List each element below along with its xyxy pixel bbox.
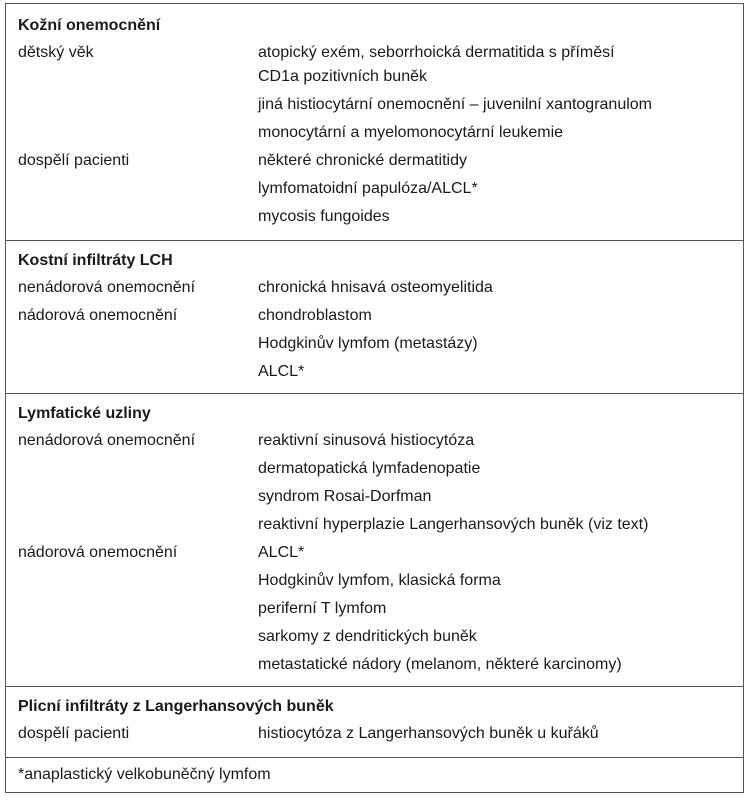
row-item: reaktivní hyperplazie Langerhansových buněk (viz text) — [258, 516, 649, 533]
row-item: jiná histiocytární onemocnění – juvenilní xantogranulom — [258, 96, 653, 113]
section-heading-lung: Plicní infiltráty z Langerhansových buněk — [18, 698, 334, 715]
table-row — [6, 360, 743, 384]
row-category: nádorová onemocnění — [18, 544, 178, 561]
row-item: dermatopatická lymfadenopatie — [258, 460, 481, 477]
table-row — [6, 65, 743, 89]
row-item: chronická hnisavá osteomyelitida — [258, 279, 493, 296]
section-divider — [6, 393, 743, 394]
row-item: metastatické nádory (melanom, některé karcinomy) — [258, 656, 622, 673]
table-footnote: *anaplastický velkobuněčný lymfom — [18, 766, 271, 783]
table-row — [6, 149, 743, 173]
row-category: dětský věk — [18, 44, 94, 61]
row-item: některé chronické dermatitidy — [258, 152, 467, 169]
table-row — [6, 513, 743, 537]
row-item: ALCL* — [258, 544, 305, 561]
row-item: syndrom Rosai-Dorfman — [258, 488, 432, 505]
table-row — [6, 569, 743, 593]
row-item: atopický exém, seborrhoická dermatitida s příměsí — [258, 44, 615, 61]
table-row — [6, 457, 743, 481]
table-row — [6, 304, 743, 328]
table-row — [6, 653, 743, 677]
table-row — [6, 276, 743, 300]
section-divider — [6, 757, 743, 758]
table-row — [6, 41, 743, 65]
row-item: periferní T lymfom — [258, 600, 387, 617]
table-row — [6, 205, 743, 229]
row-category: nenádorová onemocnění — [18, 279, 196, 296]
row-item: Hodgkinův lymfom, klasická forma — [258, 572, 501, 589]
row-item: chondroblastom — [258, 307, 372, 324]
table-row — [6, 121, 743, 145]
section-heading-lymph-nodes: Lymfatické uzliny — [18, 405, 151, 422]
row-item: mycosis fungoides — [258, 208, 390, 225]
differential-diagnosis-table — [5, 3, 744, 793]
table-row — [6, 625, 743, 649]
table-row — [6, 332, 743, 356]
row-category: dospělí pacienti — [18, 725, 130, 742]
table-row — [6, 93, 743, 117]
row-category: nádorová onemocnění — [18, 307, 178, 324]
row-item: sarkomy z dendritických buněk — [258, 628, 477, 645]
section-heading-skin: Kožní onemocnění — [18, 17, 161, 34]
row-category: dospělí pacienti — [18, 152, 130, 169]
table-row — [6, 485, 743, 509]
section-divider — [6, 686, 743, 687]
section-heading-bone: Kostní infiltráty LCH — [18, 252, 173, 269]
table-row — [6, 597, 743, 621]
row-category: nenádorová onemocnění — [18, 432, 196, 449]
row-item: monocytární a myelomonocytární leukemie — [258, 124, 564, 141]
table-row — [6, 177, 743, 201]
row-item: Hodgkinův lymfom (metastázy) — [258, 335, 478, 352]
row-item: lymfomatoidní papulóza/ALCL* — [258, 180, 478, 197]
table-row — [6, 429, 743, 453]
table-row — [6, 722, 743, 746]
row-item: histiocytóza z Langerhansových buněk u kuřáků — [258, 725, 599, 742]
row-item: CD1a pozitivních buněk — [258, 68, 427, 85]
section-divider — [6, 240, 743, 241]
table-row — [6, 541, 743, 565]
row-item: ALCL* — [258, 363, 305, 380]
row-item: reaktivní sinusová histiocytóza — [258, 432, 475, 449]
